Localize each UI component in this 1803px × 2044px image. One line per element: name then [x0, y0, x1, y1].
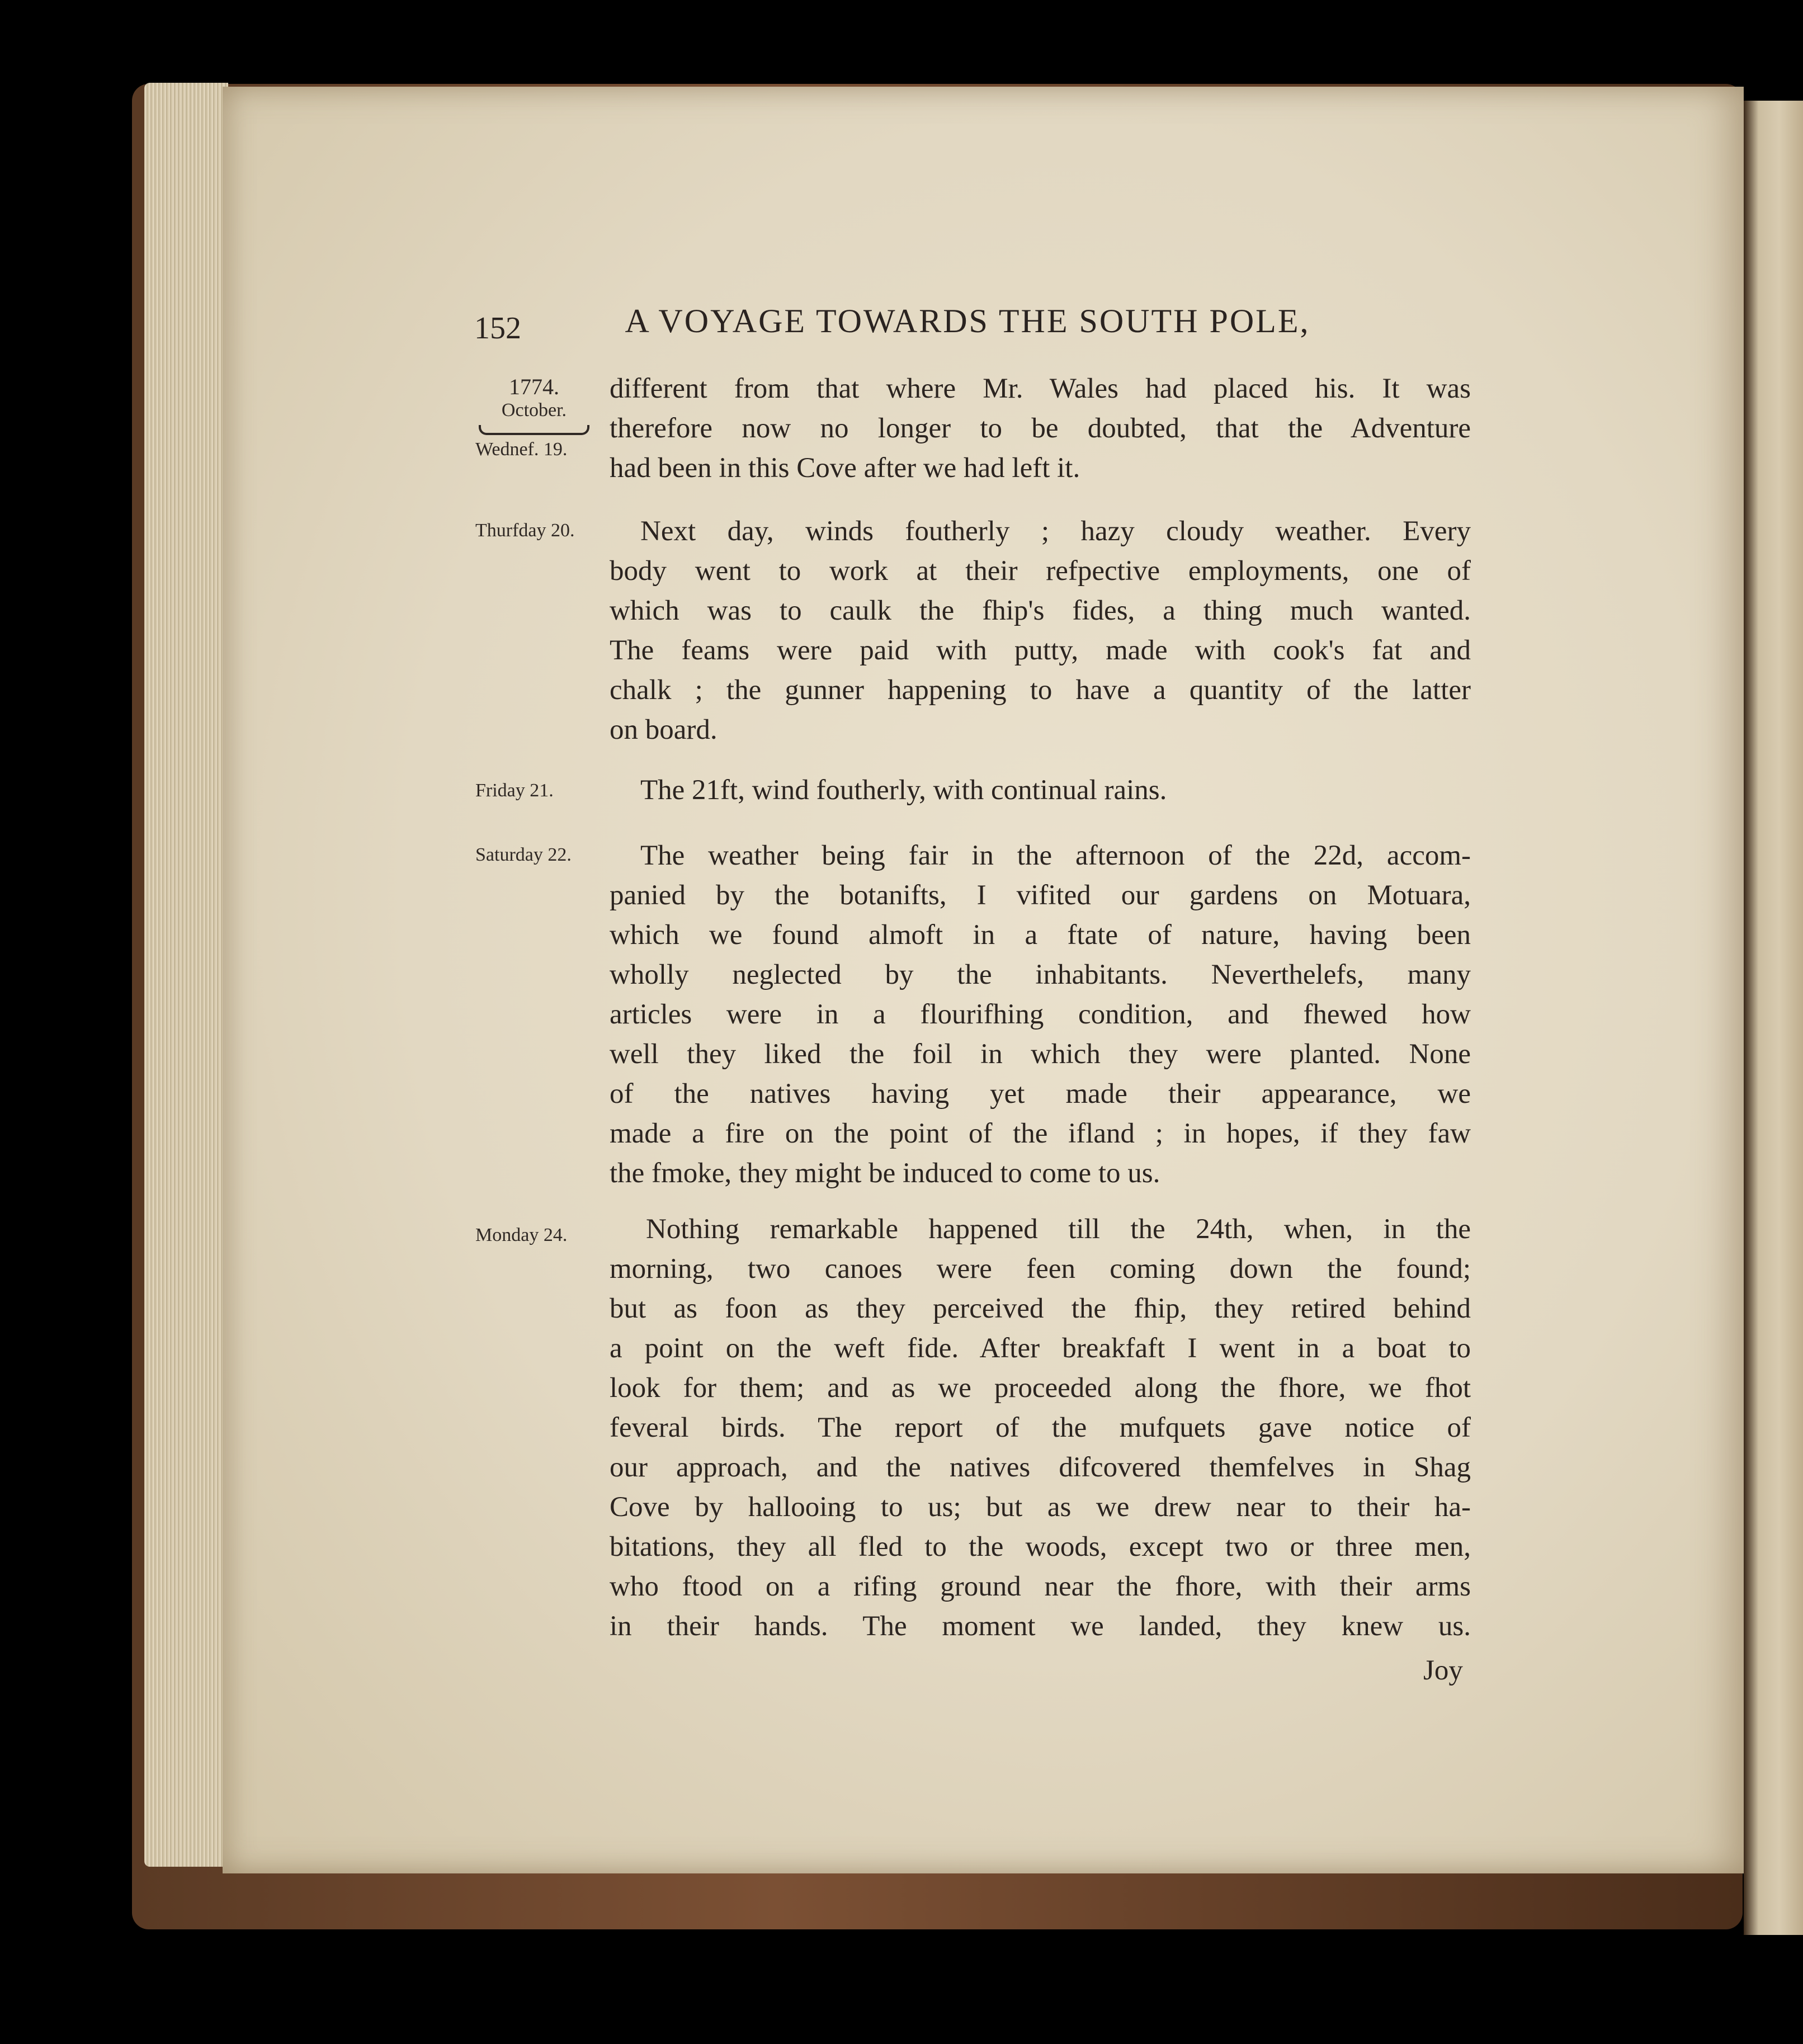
text-line: panied by the botanifts, I vifited our gardens on Motuara, [610, 880, 1471, 911]
text-line: The feams were paid with putty, made with cook's fat and [610, 635, 1471, 666]
text-line: body went to work at their refpective employments, one of [610, 555, 1471, 587]
text-line: had been in this Cove after we had left it. [610, 452, 1080, 484]
page-edges [144, 83, 228, 1867]
brace-mark [479, 425, 589, 435]
text-line: bitations, they all fled to the woods, except two or three men, [610, 1531, 1471, 1562]
text-line: the fmoke, they might be induced to come to us. [610, 1158, 1160, 1189]
text-line: Cove by hallooing to us; but as we drew near to their ha- [610, 1491, 1471, 1523]
paragraph [610, 771, 1471, 810]
margin-date: Saturday 22. [475, 844, 572, 865]
text-line: a point on the weft fide. After breakfaft I went in a boat to [610, 1333, 1471, 1364]
paragraph [610, 1210, 1471, 1646]
side-date-block [475, 375, 593, 435]
text-line: therefore now no longer to be doubted, that the Adventure [610, 413, 1471, 444]
text-line: well they liked the foil in which they were planted. None [610, 1038, 1471, 1070]
text-line: articles were in a flourifhing condition, and fhewed how [610, 999, 1471, 1030]
side-month: October. [501, 400, 567, 421]
text-line: who ftood on a rifing ground near the fhore, with their arms [610, 1571, 1471, 1602]
text-line: The 21ft, wind foutherly, with continual rains. [640, 775, 1167, 806]
margin-date: Wednef. 19. [475, 439, 568, 460]
margin-date: Monday 24. [475, 1225, 568, 1245]
text-line: in their hands. The moment we landed, they knew us. [610, 1611, 1471, 1642]
margin-date: Thurfday 20. [475, 520, 575, 541]
text-line: different from that where Mr. Wales had placed his. It was [610, 373, 1471, 404]
text-line: made a fire on the point of the ifland ; in hopes, if they faw [610, 1118, 1471, 1149]
text-line: which we found almoft in a ftate of nature, having been [610, 919, 1471, 951]
text-line: Next day, winds foutherly ; hazy cloudy weather. Every [640, 516, 1471, 547]
side-year: 1774. [509, 374, 559, 399]
text-line: but as foon as they perceived the fhip, they retired behind [610, 1293, 1471, 1324]
catchword: Joy [1423, 1655, 1463, 1686]
text-line: wholly neglected by the inhabitants. Neverthelefs, many [610, 959, 1471, 990]
running-head: A VOYAGE TOWARDS THE SOUTH POLE, [625, 303, 1310, 339]
text-line: on board. [610, 714, 718, 745]
text-line: our approach, and the natives difcovered themfelves in Shag [610, 1452, 1471, 1483]
facing-page-edge [1744, 101, 1803, 1935]
text-line: morning, two canoes were feen coming down the found; [610, 1253, 1471, 1285]
paragraph [610, 369, 1471, 488]
text-line: feveral birds. The report of the mufquets gave notice of [610, 1412, 1471, 1443]
text-line: chalk ; the gunner happening to have a quantity of the latter [610, 674, 1471, 706]
paragraph [610, 512, 1471, 750]
text-line: which was to caulk the fhip's fides, a thing much wanted. [610, 595, 1471, 626]
text-line: The weather being fair in the afternoon of the 22d, accom- [640, 840, 1471, 871]
margin-date: Friday 21. [475, 780, 554, 801]
text-line: of the natives having yet made their appearance, we [610, 1078, 1471, 1110]
paragraph [610, 836, 1471, 1193]
text-line: Nothing remarkable happened till the 24th, when, in the [646, 1214, 1471, 1245]
text-line: look for them; and as we proceeded along the fhore, we fhot [610, 1372, 1471, 1404]
page-number: 152 [474, 311, 521, 346]
